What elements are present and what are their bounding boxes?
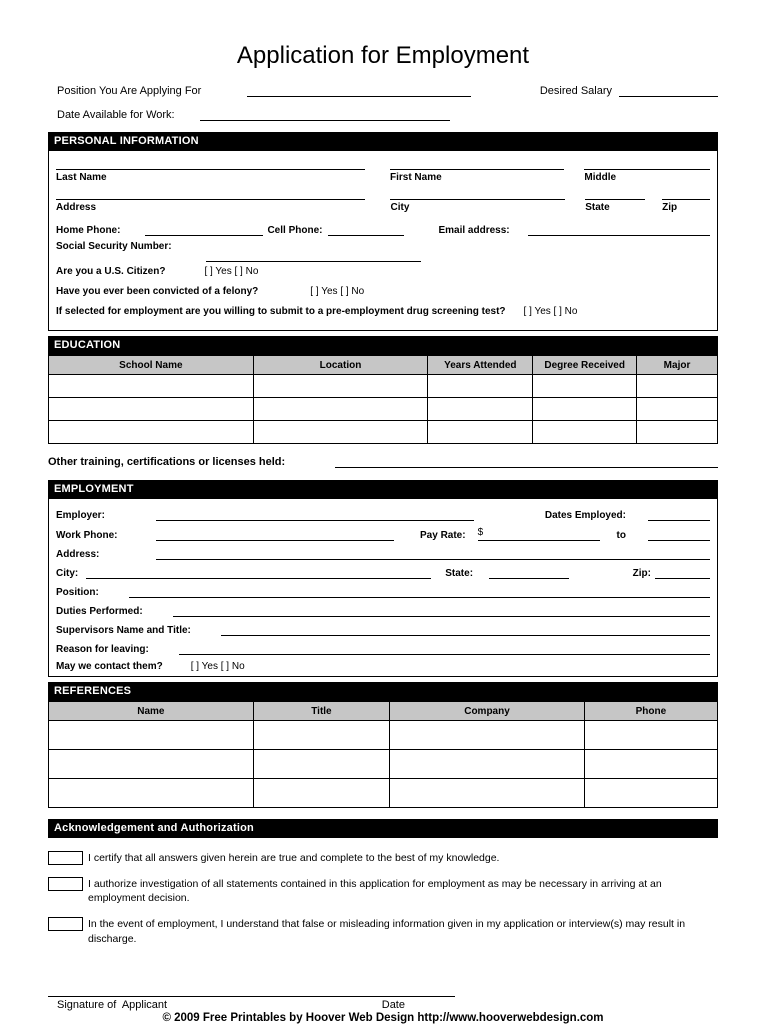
education-cell[interactable]	[49, 375, 254, 398]
state-label: State	[585, 202, 610, 213]
felony-question-label: Have you ever been convicted of a felony?	[56, 286, 259, 297]
references-col-company: Company	[390, 702, 585, 721]
address-fields-row	[56, 183, 710, 213]
citizen-question-row	[56, 266, 710, 277]
reason-leaving-input-line[interactable]	[179, 642, 710, 655]
drug-test-yes-no-checkboxes[interactable]: [ ] Yes [ ] No	[523, 306, 578, 317]
position-label: Position You Are Applying For	[57, 85, 202, 97]
felony-yes-no-checkboxes[interactable]: [ ] Yes [ ] No	[310, 286, 365, 297]
acknowledgement-items	[48, 851, 718, 946]
reason-leaving-row	[56, 642, 710, 655]
ssn-row	[56, 241, 710, 252]
work-phone-row	[56, 527, 710, 541]
education-cell[interactable]	[533, 398, 637, 421]
acknowledgement-item	[48, 917, 718, 946]
references-col-name: Name	[49, 702, 254, 721]
other-training-input-line[interactable]	[335, 455, 718, 468]
education-cell[interactable]	[49, 398, 254, 421]
cell-phone-label: Cell Phone:	[267, 225, 323, 236]
reference-row	[49, 721, 718, 750]
zip-field	[662, 183, 710, 213]
position-held-row	[56, 585, 710, 598]
employer-row	[56, 508, 710, 521]
education-row	[49, 398, 718, 421]
employer-zip-label: Zip:	[632, 568, 651, 579]
address-field	[56, 183, 365, 213]
employment-box	[48, 499, 718, 677]
middle-name-input-line[interactable]	[584, 153, 710, 170]
state-input-line[interactable]	[585, 183, 645, 200]
education-col-years-attended: Years Attended	[428, 356, 533, 375]
section-header-education: EDUCATION	[48, 336, 718, 355]
pay-rate-input-line[interactable]: $	[478, 527, 600, 541]
reference-cell[interactable]	[390, 750, 585, 779]
education-cell[interactable]	[428, 421, 533, 444]
acknowledgement-item	[48, 851, 718, 866]
education-cell[interactable]	[637, 375, 718, 398]
employer-city-row	[56, 566, 710, 579]
home-phone-input-line[interactable]	[145, 223, 263, 236]
citizen-question-label: Are you a U.S. Citizen?	[56, 266, 166, 277]
phones-row	[56, 223, 710, 236]
education-cell[interactable]	[49, 421, 254, 444]
work-phone-label: Work Phone:	[56, 530, 118, 541]
name-fields-row	[56, 151, 710, 183]
city-label: City	[390, 202, 410, 213]
references-table	[48, 701, 718, 808]
last-name-field	[56, 153, 365, 183]
section-header-acknowledgement: Acknowledgement and Authorization	[48, 819, 718, 838]
middle-name-field	[584, 153, 710, 183]
reference-cell[interactable]	[390, 721, 585, 750]
education-col-location: Location	[253, 356, 428, 375]
desired-salary-label: Desired Salary	[539, 85, 612, 97]
email-label: Email address:	[438, 225, 510, 236]
duties-label: Duties Performed:	[56, 606, 143, 617]
email-input-line[interactable]	[528, 223, 710, 236]
signature-labels-row	[48, 997, 455, 1011]
certify-statement: I certify that all answers given herein are true and complete to the best of my knowledge.	[88, 852, 500, 864]
reference-cell[interactable]	[253, 779, 389, 808]
address-input-line[interactable]	[56, 183, 365, 200]
middle-name-label: Middle	[584, 172, 617, 183]
certify-checkbox[interactable]	[48, 851, 83, 865]
section-header-employment: EMPLOYMENT	[48, 480, 718, 499]
education-cell[interactable]	[637, 398, 718, 421]
education-cell[interactable]	[637, 421, 718, 444]
reference-cell[interactable]	[253, 721, 389, 750]
state-field	[585, 183, 645, 213]
employer-input-line[interactable]	[156, 508, 474, 521]
last-name-input-line[interactable]	[56, 153, 365, 170]
last-name-label: Last Name	[56, 172, 107, 183]
education-col-school-name: School Name	[49, 356, 254, 375]
drug-test-question-label: If selected for employment are you willing to submit to a pre-employment drug screening test?	[56, 306, 506, 317]
zip-label: Zip	[662, 202, 678, 213]
first-name-label: First Name	[389, 172, 442, 183]
education-table	[48, 355, 718, 444]
authorize-statement: I authorize investigation of all statements contained in this application for employment as may be necessary in arriving at an employment decision.	[88, 877, 662, 905]
ssn-label: Social Security Number:	[56, 241, 172, 252]
employer-address-row	[56, 547, 710, 560]
employer-zip-input-line[interactable]	[655, 566, 710, 579]
education-header-row	[49, 356, 718, 375]
home-phone-label: Home Phone:	[56, 225, 121, 236]
date-label: Date	[381, 999, 405, 1012]
page-title: Application for Employment	[236, 42, 530, 69]
zip-input-line[interactable]	[662, 183, 710, 200]
reference-cell[interactable]	[584, 721, 717, 750]
section-header-references: REFERENCES	[48, 682, 718, 701]
education-cell[interactable]	[533, 421, 637, 444]
employer-state-input-line[interactable]	[489, 566, 569, 579]
address-label: Address	[56, 202, 97, 213]
supervisor-label: Supervisors Name and Title:	[56, 625, 191, 636]
education-cell[interactable]	[253, 375, 428, 398]
education-row	[49, 421, 718, 444]
work-phone-input-line[interactable]	[156, 528, 394, 541]
personal-information-box	[48, 151, 718, 331]
contact-question-label: May we contact them?	[56, 661, 163, 672]
employer-state-label: State:	[445, 568, 474, 579]
pay-rate-label: Pay Rate:	[420, 530, 466, 541]
first-name-field	[390, 153, 564, 183]
education-cell[interactable]	[533, 375, 637, 398]
references-header-row	[49, 702, 718, 721]
first-name-input-line[interactable]	[390, 153, 564, 170]
education-col-degree-received: Degree Received	[533, 356, 637, 375]
reference-row	[49, 750, 718, 779]
acknowledgement-item	[48, 877, 718, 906]
reference-row	[49, 779, 718, 808]
duties-input-line[interactable]	[173, 604, 710, 617]
authorize-checkbox[interactable]	[48, 877, 83, 891]
date-available-row	[48, 108, 718, 121]
other-training-row	[48, 455, 718, 468]
position-input-line[interactable]	[247, 84, 471, 97]
dates-employed-from-input-line[interactable]	[648, 508, 710, 521]
supervisor-input-line[interactable]	[221, 623, 710, 636]
employer-label: Employer:	[56, 510, 105, 521]
date-available-label: Date Available for Work:	[57, 109, 175, 121]
reference-cell[interactable]	[584, 750, 717, 779]
footer-copyright: © 2009 Free Printables by Hoover Web Design http://www.hooverwebdesign.com	[162, 1012, 604, 1024]
other-training-label: Other training, certifications or licenses held:	[48, 456, 286, 468]
reference-cell[interactable]	[253, 750, 389, 779]
ssn-input-line[interactable]	[206, 252, 421, 262]
education-cell[interactable]	[253, 421, 428, 444]
signature-input-line[interactable]	[48, 982, 455, 997]
citizen-yes-no-checkboxes[interactable]: [ ] Yes [ ] No	[204, 266, 259, 277]
position-held-label: Position:	[56, 587, 99, 598]
employer-city-input-line[interactable]	[86, 566, 431, 579]
employer-address-input-line[interactable]	[156, 547, 710, 560]
contact-question-row	[56, 661, 710, 672]
education-cell[interactable]	[428, 398, 533, 421]
desired-salary-input-line[interactable]	[619, 84, 718, 97]
position-row	[48, 84, 718, 97]
supervisor-row	[56, 623, 710, 636]
false-info-checkbox[interactable]	[48, 917, 83, 931]
education-row	[49, 375, 718, 398]
references-col-phone: Phone	[584, 702, 717, 721]
city-input-line[interactable]	[390, 183, 565, 200]
city-field	[390, 183, 565, 213]
dates-employed-to-label: to	[616, 530, 626, 541]
education-cell[interactable]	[428, 375, 533, 398]
cell-phone-input-line[interactable]	[328, 223, 404, 236]
drug-test-question-row	[56, 306, 710, 317]
position-held-input-line[interactable]	[129, 585, 710, 598]
reference-cell[interactable]	[49, 779, 254, 808]
references-col-title: Title	[253, 702, 389, 721]
dates-employed-to-input-line[interactable]	[648, 528, 710, 541]
date-available-input-line[interactable]	[200, 108, 450, 121]
signature-label: Signature of Applicant	[57, 999, 168, 1012]
reference-cell[interactable]	[49, 750, 254, 779]
employer-city-label: City:	[56, 568, 79, 579]
education-col-major: Major	[637, 356, 718, 375]
contact-yes-no-checkboxes[interactable]: [ ] Yes [ ] No	[190, 661, 245, 672]
duties-row	[56, 604, 710, 617]
dates-employed-label: Dates Employed:	[544, 510, 626, 521]
signature-area	[48, 982, 455, 1011]
education-cell[interactable]	[253, 398, 428, 421]
employer-address-label: Address:	[56, 549, 100, 560]
reference-cell[interactable]	[49, 721, 254, 750]
reference-cell[interactable]	[584, 779, 717, 808]
false-info-statement: In the event of employment, I understand that false or misleading information given in my application or interview(s) may result in discharge.	[88, 918, 686, 945]
felony-question-row	[56, 286, 710, 297]
section-header-personal-information: PERSONAL INFORMATION	[48, 132, 718, 151]
reference-cell[interactable]	[390, 779, 585, 808]
reason-leaving-label: Reason for leaving:	[56, 644, 149, 655]
